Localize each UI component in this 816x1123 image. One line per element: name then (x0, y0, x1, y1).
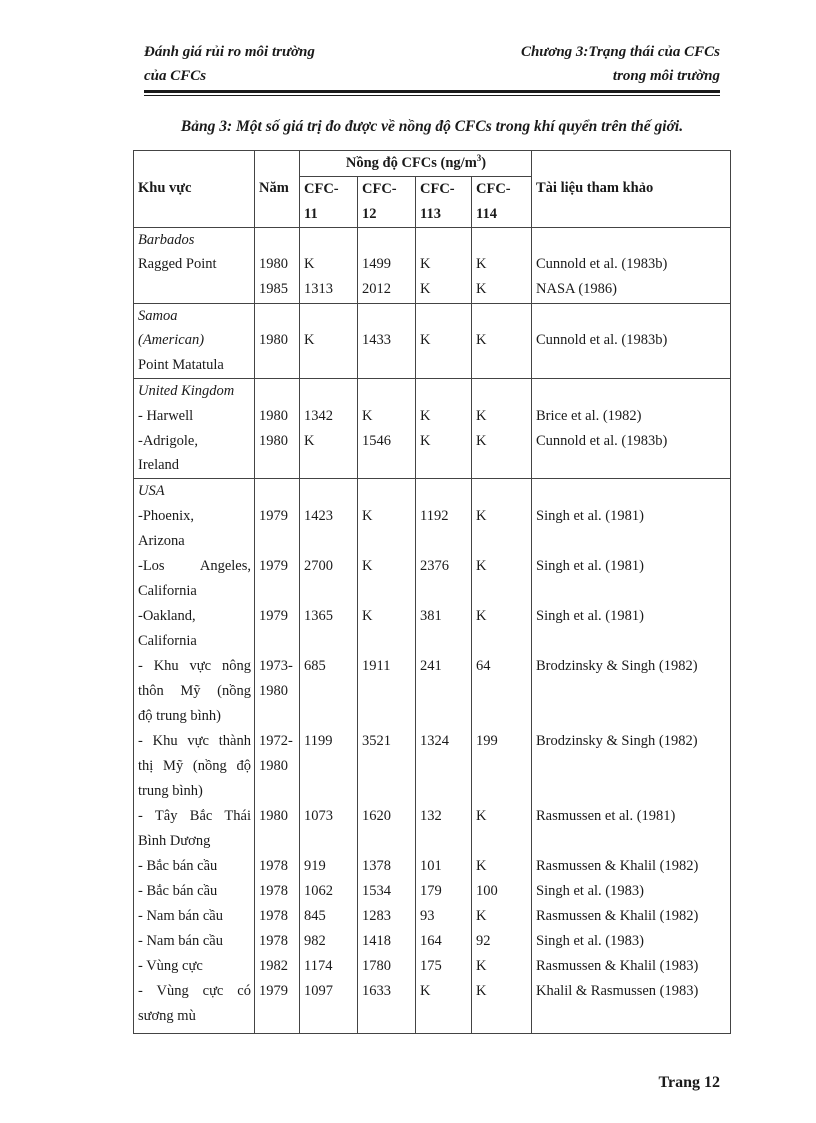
cell-reference: Singh et al. (1983) (532, 879, 731, 904)
cell-reference: Rasmussen et al. (1981) (532, 804, 731, 854)
cell-cfc113: 164 (416, 929, 472, 954)
cell-cfc114: 92 (472, 929, 532, 954)
table-row (134, 604, 731, 654)
cell-cfc12: K (358, 604, 416, 654)
cell-cfc113: 179 (416, 879, 472, 904)
cell-cfc113: K K (416, 378, 472, 478)
cell-cfc113: 132 (416, 804, 472, 854)
cell-cfc113: K (416, 303, 472, 378)
cell-reference: Rasmussen & Khalil (1982) (532, 904, 731, 929)
cell-cfc114: K (472, 854, 532, 879)
cell-cfc113: 2376 (416, 554, 472, 604)
cell-cfc11: 1097 (300, 979, 358, 1034)
cell-year: 1980 (255, 303, 300, 378)
cell-cfc11: 1073 (300, 804, 358, 854)
cell-reference: Brodzinsky & Singh (1982) (532, 729, 731, 804)
cell-reference: Cunnold et al. (1983b) (532, 303, 731, 378)
cell-cfc12: 1780 (358, 954, 416, 979)
cell-region: Barbados Ragged Point (134, 227, 255, 303)
table-row (134, 979, 731, 1034)
cell-cfc114: K (472, 504, 532, 554)
cell-reference: Khalil & Rasmussen (1983) (532, 979, 731, 1034)
cell-reference: Rasmussen & Khalil (1982) (532, 854, 731, 879)
cell-cfc12: 3521 (358, 729, 416, 804)
cell-year: 1978 (255, 854, 300, 879)
cell-cfc12: 1620 (358, 804, 416, 854)
cell-cfc12: 1911 (358, 654, 416, 729)
cell-region: United Kingdom - Harwell -Adrigole, Ireland (134, 378, 255, 478)
header-cfc12: CFC- 12 (358, 177, 416, 228)
header-right-line2: trong môi trường (612, 68, 720, 84)
cell-cfc114: 64 (472, 654, 532, 729)
cell-year: 1973- 1980 (255, 654, 300, 729)
cell-cfc12: K (358, 554, 416, 604)
cell-cfc12: K 1546 (358, 378, 416, 478)
header-cfc114: CFC- 114 (472, 177, 532, 228)
cell-region: - Bắc bán cầu (134, 879, 255, 904)
cell-cfc113: K (416, 979, 472, 1034)
header-year: Năm (255, 151, 300, 228)
cell-region: - Khu vực nông thôn Mỹ (nồng độ trung bình) (134, 654, 255, 729)
cell-region: - Nam bán cầu (134, 904, 255, 929)
cell-cfc11: 1365 (300, 604, 358, 654)
cell-cfc12: 1433 (358, 303, 416, 378)
cell-cfc114: 100 (472, 879, 532, 904)
cell-cfc12: 1499 2012 (358, 227, 416, 303)
cell-cfc11: 1423 (300, 504, 358, 554)
cell-year: 1980 1985 (255, 227, 300, 303)
header-right-line1: Chương 3:Trạng thái của CFCs (520, 44, 720, 60)
cell-region: - Khu vực thành thị Mỹ (nồng độ trung bình) (134, 729, 255, 804)
cell-year: 1979 (255, 979, 300, 1034)
cell-region: - Vùng cực (134, 954, 255, 979)
cell-region: -Los Angeles, California (134, 554, 255, 604)
cell-cfc12: 1378 (358, 854, 416, 879)
table-row (134, 804, 731, 854)
cell-year: 1979 (255, 604, 300, 654)
cell-cfc114: K (472, 554, 532, 604)
table-row (134, 854, 731, 879)
cell-year: 1972- 1980 (255, 729, 300, 804)
table-row (134, 879, 731, 904)
cell-cfc11: 982 (300, 929, 358, 954)
cell-year: 1978 (255, 879, 300, 904)
cell-cfc12: 1633 (358, 979, 416, 1034)
cell-reference: Brice et al. (1982) Cunnold et al. (1983b) (532, 378, 731, 478)
cell-cfc11: 845 (300, 904, 358, 929)
cell-year: 1982 (255, 954, 300, 979)
cell-region: -Oakland, California (134, 604, 255, 654)
cell-reference: Rasmussen & Khalil (1983) (532, 954, 731, 979)
cell-reference: Singh et al. (1981) (532, 504, 731, 554)
header-left (144, 40, 315, 88)
table-row (134, 654, 731, 729)
cell-reference: Singh et al. (1983) (532, 929, 731, 954)
cell-cfc11: 919 (300, 854, 358, 879)
cell-cfc12: K (358, 504, 416, 554)
header-concentration: Nồng độ CFCs $(ng/m^3)$ (300, 151, 532, 177)
table-row (134, 729, 731, 804)
table-row (134, 479, 731, 504)
header-rule-thick (144, 90, 720, 93)
cell-reference: Cunnold et al. (1983b) NASA (1986) (532, 227, 731, 303)
header-left-line1: Đánh giá rủi ro môi trường (144, 44, 315, 60)
cell-year: 1979 (255, 554, 300, 604)
cell-region: Samoa (American) Point Matatula (134, 303, 255, 378)
cell-cfc11: K (300, 303, 358, 378)
cell-cfc114: K (472, 303, 532, 378)
cell-cfc114: 199 (472, 729, 532, 804)
cell-cfc113: K K (416, 227, 472, 303)
table-row (134, 504, 731, 554)
cell-reference: Singh et al. (1981) (532, 604, 731, 654)
table-row (134, 227, 731, 303)
cell-region-title: USA (134, 479, 255, 504)
cell-cfc114: K (472, 604, 532, 654)
cfc-table (133, 150, 731, 1034)
table-caption: Bảng 3: Một số giá trị đo được về nồng độ CFCs trong khí quyển trên thế giới. (180, 118, 684, 135)
cell-cfc114: K (472, 904, 532, 929)
table-row (134, 929, 731, 954)
cell-year: 1978 (255, 929, 300, 954)
cell-year: 1980 1980 (255, 378, 300, 478)
cell-cfc114: K (472, 979, 532, 1034)
cell-region: - Tây Bắc Thái Bình Dương (134, 804, 255, 854)
header-cfc113: CFC- 113 (416, 177, 472, 228)
cell-cfc11: 1199 (300, 729, 358, 804)
cell-cfc113: 175 (416, 954, 472, 979)
cell-cfc114: K (472, 804, 532, 854)
cell-cfc114: K (472, 954, 532, 979)
table-row (134, 904, 731, 929)
cell-cfc11: 1174 (300, 954, 358, 979)
cell-reference: Brodzinsky & Singh (1982) (532, 654, 731, 729)
cell-cfc113: 1324 (416, 729, 472, 804)
cell-region: - Vùng cực có sương mù (134, 979, 255, 1034)
cell-cfc11: 1342 K (300, 378, 358, 478)
cell-cfc113: 101 (416, 854, 472, 879)
header-left-line2: của CFCs (144, 68, 207, 84)
cell-cfc114: K K (472, 378, 532, 478)
table-row (134, 554, 731, 604)
table-row (134, 954, 731, 979)
page-number: Trang 12 (658, 1074, 720, 1091)
cell-cfc113: 1192 (416, 504, 472, 554)
header-cfc11: CFC- 11 (300, 177, 358, 228)
cell-region: - Bắc bán cầu (134, 854, 255, 879)
cell-cfc113: 381 (416, 604, 472, 654)
table-header-row (134, 151, 731, 177)
cell-cfc11: K 1313 (300, 227, 358, 303)
cell-cfc114: K K (472, 227, 532, 303)
cell-region: -Phoenix, Arizona (134, 504, 255, 554)
cell-year: 1979 (255, 504, 300, 554)
table-row (134, 378, 731, 478)
cell-year: 1980 (255, 804, 300, 854)
cell-cfc11: 1062 (300, 879, 358, 904)
cell-cfc12: 1283 (358, 904, 416, 929)
cell-cfc113: 241 (416, 654, 472, 729)
cell-reference: Singh et al. (1981) (532, 554, 731, 604)
cell-cfc113: 93 (416, 904, 472, 929)
cell-cfc12: 1418 (358, 929, 416, 954)
cell-cfc11: 685 (300, 654, 358, 729)
header-rule-thin (144, 95, 720, 96)
cell-cfc11: 2700 (300, 554, 358, 604)
cell-region: - Nam bán cầu (134, 929, 255, 954)
table-row (134, 303, 731, 378)
header-right (521, 40, 720, 88)
header-region: Khu vực (134, 151, 255, 228)
page-header (144, 40, 720, 90)
cell-year: 1978 (255, 904, 300, 929)
cell-cfc12: 1534 (358, 879, 416, 904)
header-reference: Tài liệu tham khảo (532, 151, 731, 228)
